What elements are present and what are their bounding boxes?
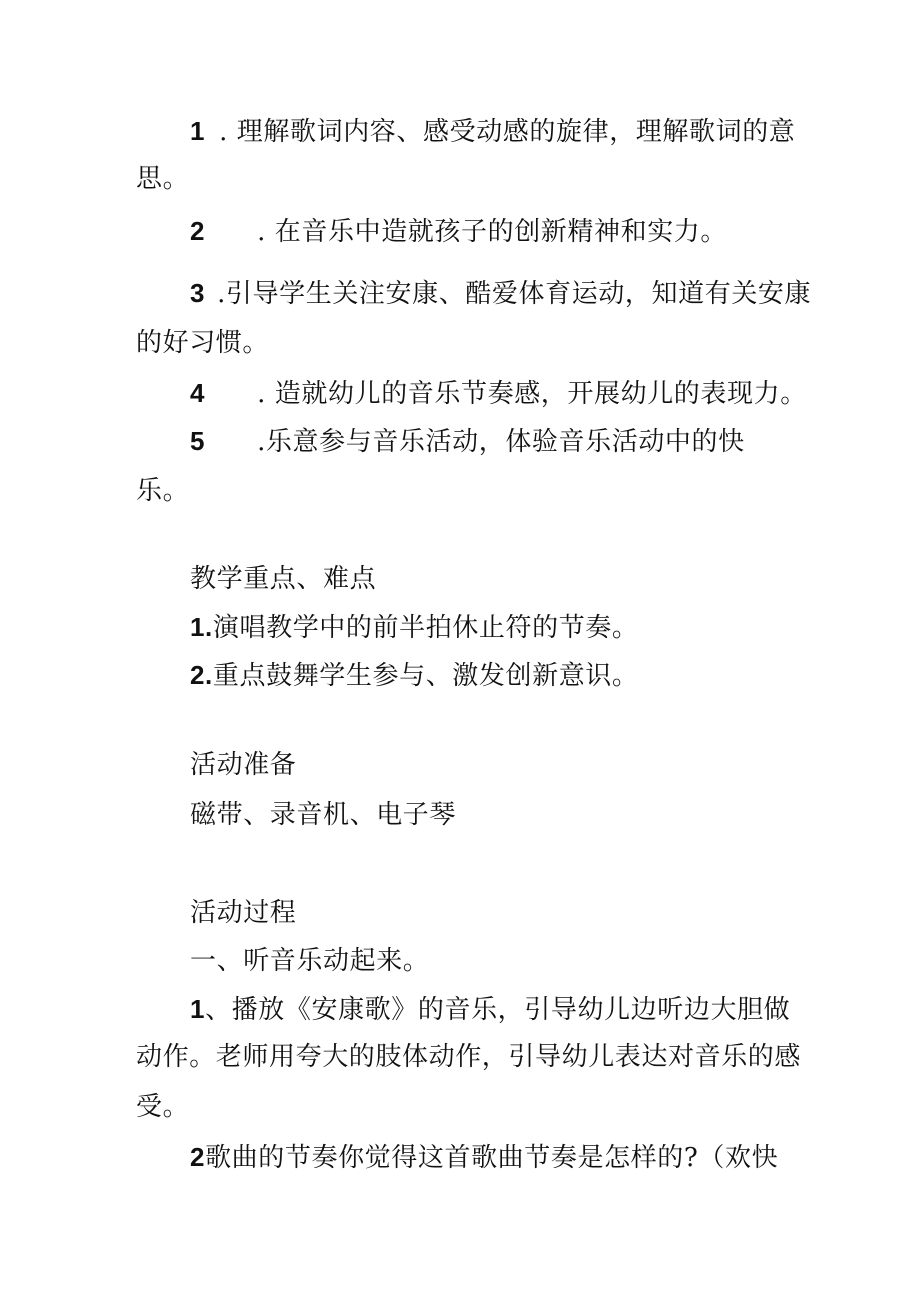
objective-2-text: . 在音乐中造就孩子的创新精神和实力。 xyxy=(257,217,727,247)
objective-1-text: . 理解歌词内容、感受动感的旋律，理解歌词的意 xyxy=(219,117,796,147)
preparation-text: 磁带、录音机、电子琴 xyxy=(190,800,457,830)
process-item-2-number: 2 xyxy=(190,1142,206,1172)
process-item-1-line-3: 受。 xyxy=(136,1092,190,1122)
process-item-1-line-2: 动作。老师用夸大的肢体动作，引导幼儿表达对音乐的感 xyxy=(136,1042,802,1072)
objective-3-number: 3 xyxy=(190,278,206,308)
key-point-1-number: 1. xyxy=(190,612,213,642)
objective-1-line-1 xyxy=(190,114,795,149)
objective-4-number: 4 xyxy=(190,378,206,408)
key-point-1 xyxy=(190,610,639,645)
objective-5-line-2: 乐。 xyxy=(136,476,190,506)
objective-4-text: . 造就幼儿的音乐节奏感，开展幼儿的表现力。 xyxy=(257,379,807,409)
objective-3-line-2: 的好习惯。 xyxy=(136,328,270,358)
key-point-1-text: 演唱教学中的前半拍休止符的节奏。 xyxy=(212,613,639,643)
objective-5-line-1 xyxy=(190,424,745,459)
objective-3-line-1 xyxy=(190,276,811,311)
objective-3-text: .引导学生关注安康、酷爱体育运动，知道有关安康 xyxy=(217,279,812,309)
process-step-one: 一、听音乐动起来。 xyxy=(190,946,430,976)
objective-1-line-2: 思。 xyxy=(136,164,190,194)
objective-4-line xyxy=(190,376,807,411)
process-item-1-text: 、播放《安康歌》的音乐，引导幼儿边听边大胆做 xyxy=(205,995,791,1025)
process-item-2-line-1 xyxy=(190,1140,778,1175)
objective-1-number: 1 xyxy=(190,116,206,146)
preparation-heading: 活动准备 xyxy=(190,750,297,780)
key-point-2-text: 重点鼓舞学生参与、激发创新意识。 xyxy=(212,661,639,691)
objective-2-number: 2 xyxy=(190,216,206,246)
process-item-2-text: 歌曲的节奏你觉得这首歌曲节奏是怎样的?（欢快 xyxy=(205,1143,779,1173)
objective-5-text: .乐意参与音乐活动，体验音乐活动中的快 xyxy=(257,427,745,457)
objective-5-number: 5 xyxy=(190,426,206,456)
key-points-heading: 教学重点、难点 xyxy=(190,564,377,594)
process-heading: 活动过程 xyxy=(190,898,297,928)
key-point-2 xyxy=(190,658,639,693)
objective-2-line xyxy=(190,214,727,249)
process-item-1-number: 1 xyxy=(190,994,206,1024)
key-point-2-number: 2. xyxy=(190,660,213,690)
process-item-1-line-1 xyxy=(190,992,790,1027)
